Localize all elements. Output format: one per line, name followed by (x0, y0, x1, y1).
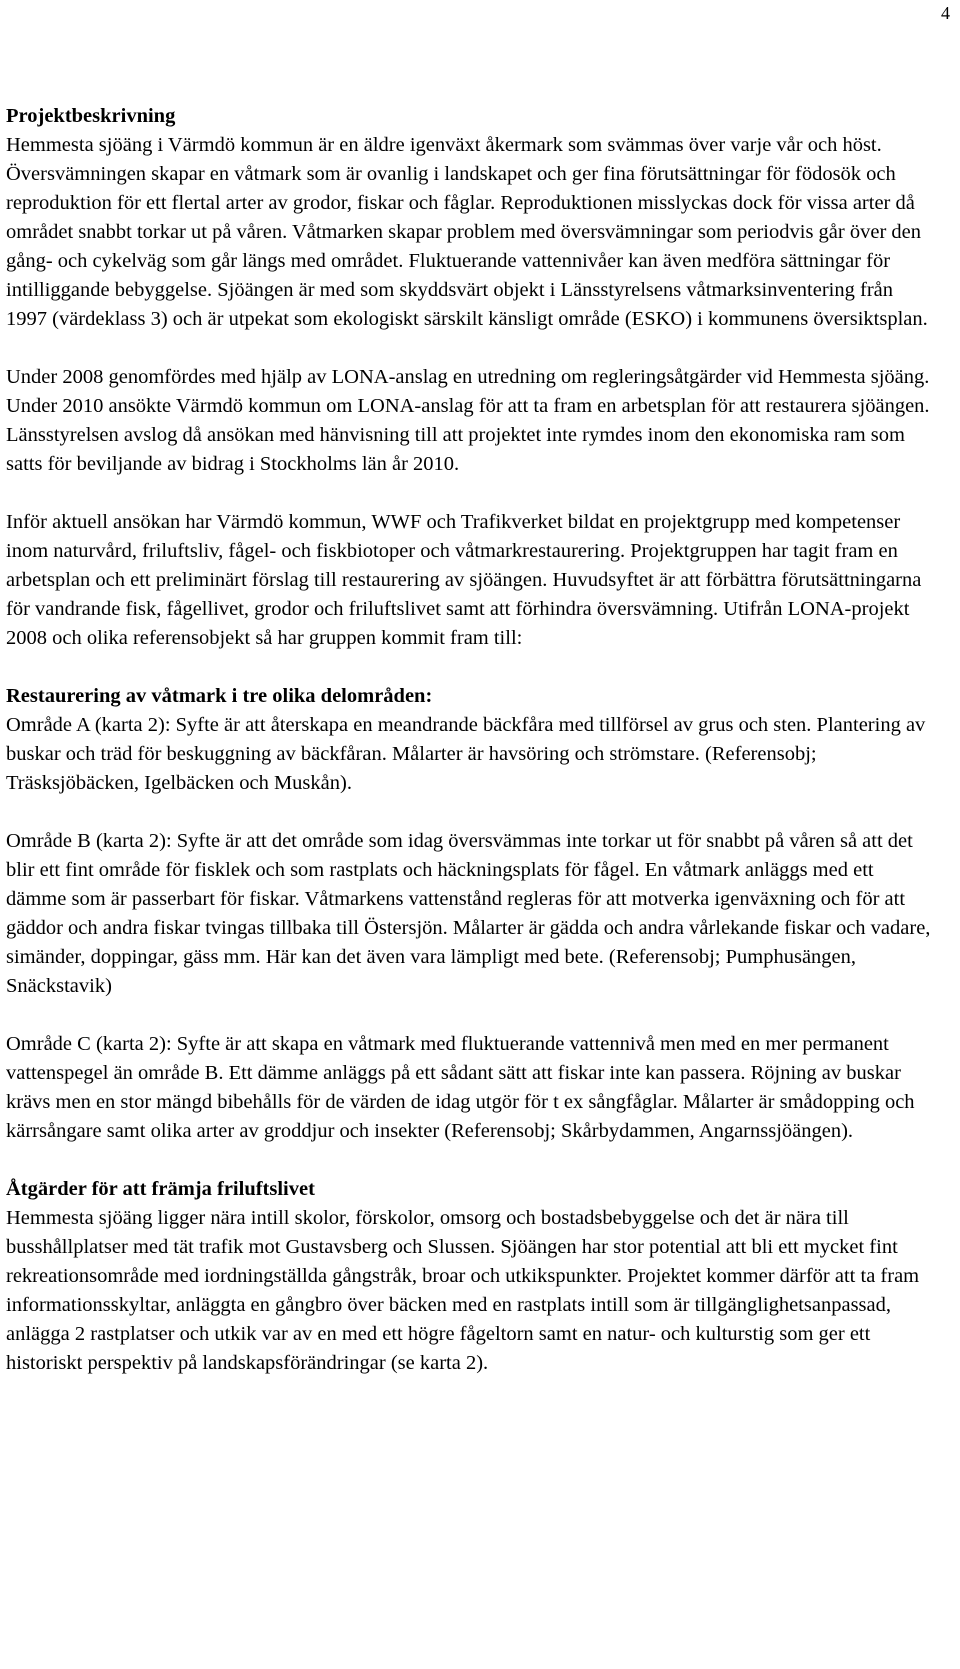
paragraph-projekt-1: Hemmesta sjöäng i Värmdö kommun är en äldre igenväxt åkermark som svämmas över varje vår och höst. Översvämningen skapar en våtmark som är ovanlig i landskapet och ger fina förutsättningar för födosök och reproduktion för ett flertal arter av grodor, fiskar och fåglar. Reproduktionen misslyckas dock för vissa arter då området snabbt torkar ut på våren. Våtmarken skapar problem med översvämningar som periodvis går över den gång- och cykelväg som går längs med området. Fluktuerande vattennivåer kan även medföra sättningar för intilliggande bebyggelse. Sjöängen är med som skyddsvärt objekt i Länsstyrelsens våtmarksinventering från 1997 (värdeklass 3) och är utpekat som ekologiskt särskilt känsligt område (ESKO) i kommunens översiktsplan. (6, 134, 928, 330)
section-heading-friluftsliv: Åtgärder för att främja friluftslivet (6, 1178, 315, 1200)
paragraph-projekt-2: Under 2008 genomfördes med hjälp av LONA-anslag en utredning om regleringsåtgärder vid Hemmesta sjöäng. Under 2010 ansökte Värmdö kommun om LONA-anslag för att ta fram en arbetsplan för att restaurera sjöängen. Länsstyrelsen avslog då ansökan med hänvisning till att projektet inte rymdes inom den ekonomiska ram som satts för beviljande av bidrag i Stockholms län år 2010. (6, 366, 930, 475)
section-heading-projektbeskrivning: Projektbeskrivning (6, 105, 176, 127)
paragraph-projekt-3: Inför aktuell ansökan har Värmdö kommun, WWF och Trafikverket bildat en projektgrupp med kompetenser inom naturvård, friluftsliv, fågel- och fiskbiotoper och våtmarkrestaurering. Projektgruppen har tagit fram en arbetsplan och ett preliminärt förslag till restaurering av sjöängen. Huvudsyftet är att förbättra förutsättningarna för vandrande fisk, fågellivet, grodor och friluftslivet samt att förhindra översvämning. Utifrån LONA-projekt 2008 och olika referensobjekt så har gruppen kommit fram till: (6, 511, 922, 649)
document-body (6, 102, 931, 1378)
paragraph-omrade-c: Område C (karta 2): Syfte är att skapa en våtmark med fluktuerande vattennivå men med en mer permanent vattenspegel än område B. Ett dämme anläggs på ett sådant sätt att fiskar inte kan passera. Röjning av buskar krävs men en stor mängd bibehålls för de värden de idag utgör för t ex sångfåglar. Målarter är smådopping och kärrsångare samt olika arter av groddjur och insekter (Referensobj; Skårbydammen, Angarnssjöängen). (6, 1033, 915, 1142)
paragraph-omrade-b: Område B (karta 2): Syfte är att det område som idag översvämmas inte torkar ut för snabbt på våren så att det blir ett fint område för fisklek och som rastplats och häckningsplats för fågel. En våtmark anläggs med ett dämme som är passerbart för fiskar. Våtmarkens vattenstånd regleras för att motverka igenväxning och för att gäddor och andra fiskar tvingas tillbaka till Östersjön. Målarter är gädda och andra vårlekande fiskar och vadare, simänder, doppingar, gäss mm. Här kan det även vara lämpligt med bete. (Referensobj; Pumphusängen, Snäckstavik) (6, 830, 931, 997)
paragraph-friluftsliv-1: Hemmesta sjöäng ligger nära intill skolor, förskolor, omsorg och bostadsbebyggelse och det är nära till busshållplatser med tät trafik mot Gustavsberg och Slussen. Sjöängen har stor potential att bli ett mycket fint rekreationsområde med iordningställda gångstråk, broar och utkikspunkter. Projektet kommer därför att ta fram informationsskyltar, anläggta en gångbro över bäcken med en rastplats intill som är tillgänglighetsanpassad, anlägga 2 rastplatser och utkik var av en med ett högre fågeltorn samt en natur- och kulturstig som ger ett historiskt perspektiv på landskapsförändringar (se karta 2). (6, 1207, 920, 1374)
page-number: 4 (941, 3, 950, 23)
paragraph-omrade-a: Område A (karta 2): Syfte är att återskapa en meandrande bäckfåra med tillförsel av grus och sten. Plantering av buskar och träd för beskuggning av bäckfåran. Målarter är havsöring och strömstare. (Referensobj; Träsksjöbäcken, Igelbäcken och Muskån). (6, 714, 926, 794)
section-heading-restaurering: Restaurering av våtmark i tre olika delområden: (6, 685, 433, 707)
